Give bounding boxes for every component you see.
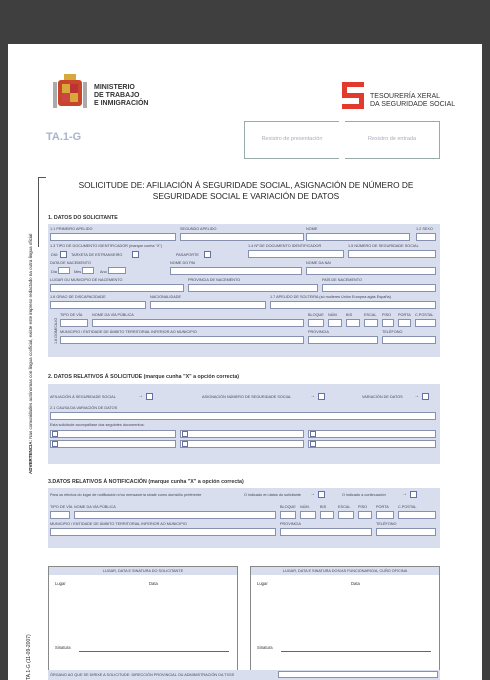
postal-label: C.POSTAL [415,313,434,317]
notif-postal-field[interactable] [398,511,436,519]
body-label: ÓRGANO AO QUE SE DIRIXE A SOLICITUDE: DIRECCIÓN PROVINCIAL OU ADMINISTRACIÓN DA TXSS [50,673,235,677]
disability-label: 1.6 GRAO DE DISCAPACIDADE [50,295,106,299]
doc-field-6[interactable] [308,440,436,448]
passport-checkbox[interactable] [204,251,211,258]
name-label: NOME [306,227,318,231]
province-field[interactable] [308,336,378,344]
notif-door-label: PORTA [376,505,389,509]
municipality-field[interactable] [60,336,304,344]
disability-field[interactable] [50,301,146,309]
dni-label: DNI [51,253,58,257]
doc-field-2[interactable] [50,440,176,448]
ss-number-label: 1.5 NÚMERO DE SEGURIDADE SOCIAL [348,244,419,248]
nationality-label: NACIONALIDADE [150,295,182,299]
registry-presentation-label: Rexistro de presentación [261,136,323,142]
number-field[interactable] [328,319,342,327]
treasury-logo-icon [342,82,364,110]
arrow-right-icon: → [414,393,419,399]
doc-number-field[interactable] [248,250,344,258]
postal-field[interactable] [415,319,436,327]
bis-field[interactable] [346,319,360,327]
side-notice: ADVERTENCIA: Nas comunidades autónomas con lingua cooficial, existe este impreso redactado na outra lingua oficial [28,233,33,474]
notif-bis-label: BIS [320,505,327,509]
section2-title: 2. DATOS RELATIVOS Á SOLICITUDE (marque cunha "X" a opción correcta) [48,374,240,380]
birth-date-label: DATA DE NACEMENTO [50,261,91,265]
doc-checkbox-5[interactable] [310,431,316,437]
notif-floor-label: PISO [358,505,368,509]
registry-entry-box [345,121,440,159]
applicant-signature-label: Sinatura [55,645,71,650]
notif-municipality-label: MUNICIPIO / ENTIDADE DE ÁMBITO TERRITORIAL INFERIOR AO MUNICIPIO [50,522,187,526]
address-side-label: 1.8 DOMICILIO [54,317,58,344]
father-name-label: NOME DO PAI [170,261,196,265]
affiliation-label: AFILIACIÓN Á SEGURIDADE SOCIAL [50,395,116,399]
number-label: NÚM. [328,313,338,317]
attached-docs-label: Esta solicitude acompáñase dos seguintes documentos: [50,423,145,427]
stair-field[interactable] [364,319,378,327]
opt-below-label: O indicado a continuación [342,493,386,497]
section3-title: 3.DATOS RELATIVOS Á NOTIFICACIÓN (marque cunha "X" a opción correcta) [48,479,244,485]
registry-presentation-box [244,121,339,159]
mother-name-label: NOME DA NAI [306,261,331,265]
bis-label: BIS [346,313,353,317]
maiden-name-field[interactable] [270,301,436,309]
birth-country-field[interactable] [322,284,436,292]
name-field[interactable] [306,233,410,241]
body-field[interactable] [278,671,438,678]
arrow-right-icon: → [310,393,315,399]
year-field[interactable] [108,267,126,274]
notif-phone-field[interactable] [376,528,436,536]
father-name-field[interactable] [170,267,302,275]
title-bracket [38,177,46,247]
day-label: Día [51,270,57,274]
notif-street-type-field[interactable] [50,511,70,519]
opt-applicant-checkbox[interactable] [318,491,325,498]
arrow-right-icon: → [138,393,143,399]
notif-number-field[interactable] [300,511,316,519]
applicant-signature-box [48,566,238,676]
floor-field[interactable] [382,319,394,327]
doc-field-4[interactable] [180,440,304,448]
notif-street-type-label: TIPO DE VÍA [50,505,73,509]
official-signature-label: Sinatura [257,645,273,650]
phone-field[interactable] [382,336,436,344]
foreign-card-label: TARXETA DE ESTRANXEIRO [71,253,123,257]
birth-country-label: PAÍS DE NACEMENTO [322,278,362,282]
affiliation-checkbox[interactable] [146,393,153,400]
notif-stair-field[interactable] [338,511,354,519]
side-form-ref: TA.1-G (11-09-2007) [26,634,32,680]
applicant-place-label: Lugar [55,581,66,586]
notif-street-name-field[interactable] [74,511,276,519]
door-field[interactable] [398,319,411,327]
birth-place-label: LUGAR OU MUNICIPIO DE NACEMENTO [50,278,123,282]
passport-label: PASAPORTE [176,253,199,257]
second-surname-field[interactable] [180,233,304,241]
municipality-label: MUNICIPIO / ENTIDADE DE ÁMBITO TERRITORIAL INFERIOR AO MUNICIPIO [60,330,197,334]
arrow-right-icon: → [402,491,407,497]
variation-checkbox[interactable] [422,393,429,400]
doc-checkbox-6[interactable] [310,441,316,447]
block-field[interactable] [308,319,324,327]
notif-province-field[interactable] [280,528,372,536]
phone-label: TELÉFONO [382,330,403,334]
assignment-checkbox[interactable] [318,393,325,400]
stair-label: ESCAL [364,313,377,317]
birth-place-field[interactable] [50,284,184,292]
month-label: Mes [74,270,82,274]
coat-of-arms-icon [52,72,88,114]
arrow-right-icon: → [310,491,315,497]
variation-label: VARIACIÓN DE DATOS [362,395,403,399]
province-label: PROVINCIA [308,330,329,334]
notif-floor-field[interactable] [358,511,372,519]
section1-title: 1. DATOS DO SOLICITANTE [48,215,118,221]
notif-bis-field[interactable] [320,511,334,519]
street-type-label: TIPO DE VÍA [60,313,83,317]
maiden-name-label: 1.7 APELIDO DE SOLTEIRA (só mulleres Unión Europea agás España) [270,295,391,299]
form-title: SOLICITUDE DE: AFILIACIÓN Á SEGURIDADE SOCIAL, ASIGNACIÓN DE NÚMERO DE SEGURIDADE SOCIAL E VARIACIÓN DE DATOS [78,180,414,201]
foreign-card-checkbox[interactable] [132,251,139,258]
month-field[interactable] [82,267,94,274]
doc-checkbox-2[interactable] [52,441,58,447]
notif-municipality-field[interactable] [50,528,276,536]
ss-number-field[interactable] [348,250,436,258]
sex-label: 1.2 SEXO [416,227,433,231]
mother-name-field[interactable] [306,267,436,275]
street-name-label: NOME DA VÍA PÚBLICA [92,313,134,317]
notif-postal-label: C.POSTAL [398,505,417,509]
opt-applicant-label: O indicado en datos do solicitante [244,493,301,497]
doc-checkbox-3[interactable] [182,431,188,437]
doc-checkbox-1[interactable] [52,431,58,437]
floor-label: PISO [382,313,392,317]
doc-number-label: 1.4 Nº DE DOCUMENTO IDENTIFICADOR [248,244,322,248]
street-type-field[interactable] [60,319,88,327]
nationality-field[interactable] [150,301,266,309]
footer-band [48,670,440,680]
cause-field[interactable] [50,412,436,420]
birth-province-field[interactable] [188,284,318,292]
assignment-label: ASIGNACIÓN NÚMERO DE SEGURIDADE SOCIAL [202,395,292,399]
door-label: PORTA [398,313,411,317]
official-date-label: Data [351,581,360,586]
block-label: BLOQUE [308,313,324,317]
notif-block-label: BLOQUE [280,505,296,509]
dni-checkbox[interactable] [60,251,67,258]
first-surname-field[interactable] [50,233,176,241]
form-code: TA.1-G [46,131,82,143]
doc-checkbox-4[interactable] [182,441,188,447]
official-place-label: Lugar [257,581,268,586]
form-page [8,44,482,680]
doc-type-label: 1.3 TIPO DE DOCUMENTO IDENTIFICADOR (marque cunha "X") [50,244,163,248]
registry-entry-label: Rexistro de entrada [368,136,416,142]
applicant-signature-head: LUGAR, DATA E SINATURA DO SOLICITANTE [49,567,237,575]
applicant-signature-line[interactable] [79,651,229,652]
year-label: Ano [100,270,107,274]
cause-label: 2.1 CAUSA DA VARIACIÓN DE DATOS [50,406,118,410]
ministry-name: MINISTERIO DE TRABAJO E INMIGRACIÓN [94,84,149,107]
day-field[interactable] [58,267,70,274]
second-surname-label: SEGUNDO APELIDO [180,227,217,231]
treasury-name: TESOURERÍA XERAL DA SEGURIDADE SOCIAL [370,93,456,108]
doc-field-5[interactable] [308,430,436,438]
birth-province-label: PROVINCIA DE NACEMENTO [188,278,241,282]
notif-block-field[interactable] [280,511,296,519]
notif-province-label: PROVINCIA [280,522,301,526]
sex-field[interactable] [416,233,436,241]
notif-street-name-label: NOME DA VÍA PÚBLICA [74,505,116,509]
notif-phone-label: TELÉFONO [376,522,397,526]
doc-field-1[interactable] [50,430,176,438]
official-signature-line[interactable] [281,651,431,652]
opt-below-checkbox[interactable] [410,491,417,498]
notif-number-label: NÚM. [300,505,310,509]
doc-field-3[interactable] [180,430,304,438]
official-signature-box [250,566,440,676]
notif-door-field[interactable] [376,511,394,519]
notif-stair-label: ESCAL [338,505,351,509]
first-surname-label: 1.1 PRIMEIRO APELIDO [50,227,93,231]
street-name-field[interactable] [92,319,304,327]
applicant-date-label: Data [149,581,158,586]
notice-place-label: Para os efectos do lugar de notificación e/ou mensaxería sinale como domicilio preferente [50,493,202,497]
official-signature-head: LUGAR, DATA E SINATURA DOS/AS FUNCIONARIO/A, CUÑO OFICINA [251,567,439,575]
